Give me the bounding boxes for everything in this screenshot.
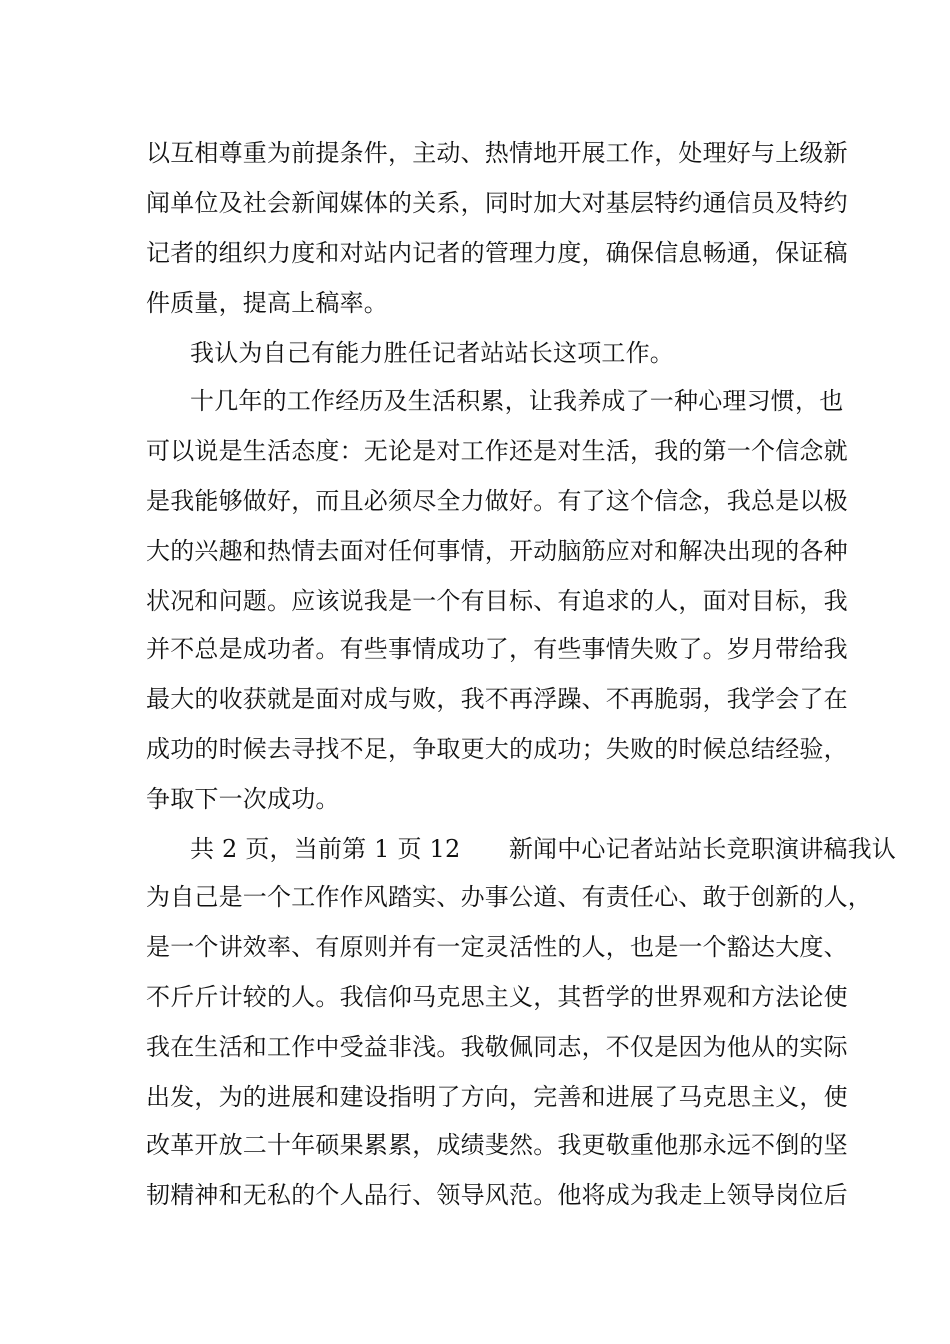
paragraph-line: 以互相尊重为前提条件，主动、热情地开展工作，处理好与上级新 — [146, 139, 848, 167]
paragraph-line: 可以说是生活态度：无论是对工作还是对生活，我的第一个信念就 — [146, 437, 848, 465]
paragraph-line: 十几年的工作经历及生活积累，让我养成了一种心理习惯，也 — [190, 387, 844, 415]
paragraph-line: 我在生活和工作中受益非浅。我敬佩同志，不仅是因为他从的实际 — [146, 1033, 848, 1061]
paragraph-line: 韧精神和无私的个人品行、领导风范。他将成为我走上领导岗位后 — [146, 1181, 848, 1209]
paragraph-line: 是我能够做好，而且必须尽全力做好。有了这个信念，我总是以极 — [146, 487, 848, 515]
paragraph-line: 状况和问题。应该说我是一个有目标、有追求的人，面对目标，我 — [146, 587, 848, 615]
paragraph-line: 大的兴趣和热情去面对任何事情，开动脑筋应对和解决出现的各种 — [146, 537, 848, 565]
paragraph-line: 争取下一次成功。 — [146, 785, 340, 813]
paragraph-line: 我认为自己有能力胜任记者站站长这项工作。 — [190, 339, 674, 367]
paragraph-line: 为自己是一个工作作风踏实、办事公道、有责任心、敢于创新的人， — [146, 883, 872, 911]
paragraph-line: 件质量，提高上稿率。 — [146, 289, 388, 317]
paragraph-line: 最大的收获就是面对成与败，我不再浮躁、不再脆弱，我学会了在 — [146, 685, 848, 713]
paragraph-line: 记者的组织力度和对站内记者的管理力度，确保信息畅通，保证稿 — [146, 239, 848, 267]
paragraph-line: 并不总是成功者。有些事情成功了，有些事情失败了。岁月带给我 — [146, 635, 848, 663]
paragraph-line: 闻单位及社会新闻媒体的关系，同时加大对基层特约通信员及特约 — [146, 189, 848, 217]
paragraph-line: 不斤斤计较的人。我信仰马克思主义，其哲学的世界观和方法论使 — [146, 983, 848, 1011]
paragraph-line: 出发，为的进展和建设指明了方向，完善和进展了马克思主义，使 — [146, 1083, 848, 1111]
page-counter-line: 共 2 页，当前第 1 页 12 新闻中心记者站站长竞职演讲稿我认 — [190, 835, 897, 863]
paragraph-line: 改革开放二十年硕果累累，成绩斐然。我更敬重他那永远不倒的坚 — [146, 1131, 848, 1159]
paragraph-line: 是一个讲效率、有原则并有一定灵活性的人，也是一个豁达大度、 — [146, 933, 848, 961]
paragraph-line: 成功的时候去寻找不足，争取更大的成功；失败的时候总结经验， — [146, 735, 848, 763]
